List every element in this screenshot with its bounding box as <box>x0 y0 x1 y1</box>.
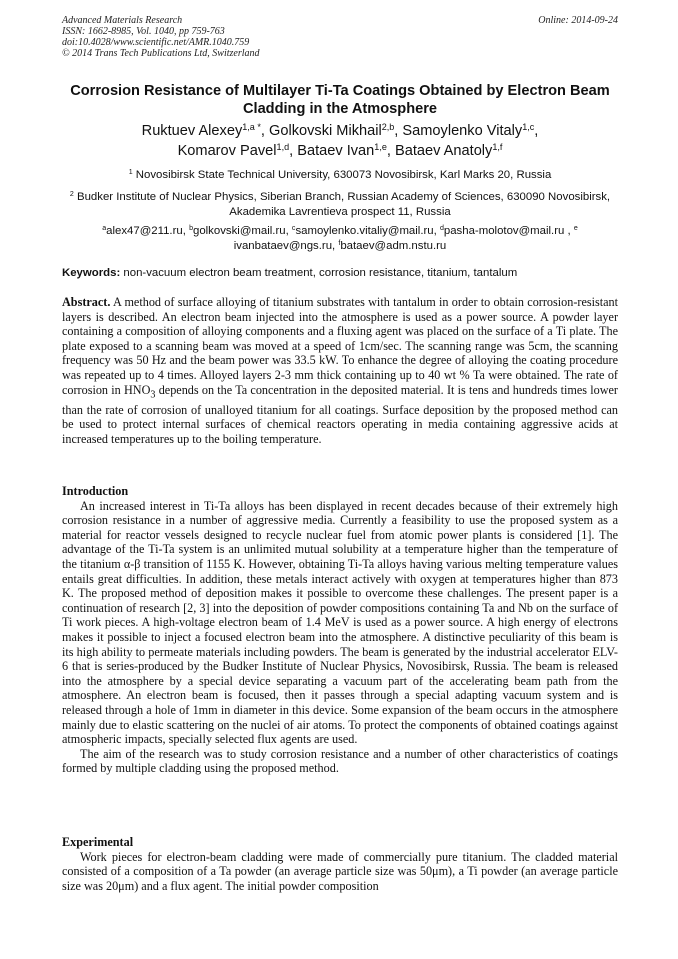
experimental-paragraph-1: Work pieces for electron-beam cladding were made of commercially pure titanium. The cladded material consisted of a composition of a Ta powder (an average particle size was 50μm), a Ti powder (an average particle size was 20μm) and a flux agent. The initial powder composition <box>62 849 618 893</box>
email-link[interactable]: ivanbataev@ngs.ru, <box>233 240 336 252</box>
author-list <box>62 121 618 161</box>
copyright-line: © 2014 Trans Tech Publications Ltd, Switzerland <box>62 48 260 59</box>
abstract-text-cont: depends on the Ta concentration in the deposited material. It is tens and hundreds times lower than the rate of corrosion of unalloyed titanium for all coatings. Surface deposition by the proposed method can be used to protect internal surfaces of chemical reactors operating in media containing aggressive acids at increased temperatures up to the boiling temperature. <box>62 382 618 446</box>
email-link[interactable]: samoylenko.vitaliy@mail.ru, <box>295 225 437 237</box>
section-heading: Experimental <box>62 835 134 849</box>
author-name: Komarov Pavel <box>177 143 277 159</box>
author-separator: , <box>289 143 298 159</box>
intro-paragraph-2: The aim of the research was to study corrosion resistance and a number of other characteristics of coatings formed by multiple cladding using the proposed method. <box>62 746 618 776</box>
email-mark: c <box>291 225 296 233</box>
affiliation-text: Budker Institute of Nuclear Physics, Siberian Branch, Russian Academy of Sciences, 630090 Novosibirsk, Akademika Lavrentieva prospect 11, Russia <box>77 191 611 218</box>
email-link[interactable]: bataev@adm.nstu.ru <box>340 240 447 252</box>
author-name: Samoylenko Vitaly <box>402 123 523 139</box>
author-separator: , <box>394 123 403 139</box>
author-name: Ruktuev Alexey <box>141 123 243 139</box>
journal-header <box>62 15 618 59</box>
keywords-text: non-vacuum electron beam treatment, corrosion resistance, titanium, tantalum <box>123 267 518 279</box>
author-affil-mark: 1,f <box>492 142 503 153</box>
email-list <box>62 224 618 254</box>
author-separator: , <box>534 123 539 139</box>
author-affil-mark: 2,b <box>381 122 395 133</box>
affiliation-text: Novosibirsk State Technical University, 630073 Novosibirsk, Karl Marks 20, Russia <box>135 169 552 181</box>
author-affil-mark: 1,c <box>522 122 535 133</box>
abstract-text: A method of surface alloying of titanium substrates with tantalum in order to obtain corrosion-resistant layers is described. An electron beam injected into the atmosphere is used as a power source. A powder layer containing a composition of alloying components and a fluxing agent was placed on the surface of a Ti plate. The plate exposed to a scanning beam was moved at a speed of 1cm/sec. The scanning range was 5cm, the scanning frequency was 50 Hz and the beam power was 33.5 kW. To enhance the degree of alloying the coating procedure was repeated up to 4 times. Alloyed layers 2-3 mm thick containing up to 40 wt % Ta were obtained. The rate of corrosion in HNO <box>62 295 619 397</box>
email-mark: e <box>573 225 578 233</box>
keywords <box>62 266 618 281</box>
email-mark: a <box>102 225 107 233</box>
keywords-label: Keywords: <box>62 267 121 279</box>
abstract-subscript: 3 <box>150 389 156 400</box>
author-name: Bataev Anatoly <box>394 143 493 159</box>
email-mark: d <box>439 225 444 233</box>
paper-title: Corrosion Resistance of Multilayer Ti-Ta Coatings Obtained by Electron Beam Cladding in the Atmosphere <box>70 83 610 117</box>
author-name: Golkovski Mikhail <box>268 123 382 139</box>
author-line <box>62 141 618 161</box>
abstract-paragraph <box>62 295 618 446</box>
journal-name: Advanced Materials Research <box>62 15 183 26</box>
author-affil-mark: 1,a * <box>242 122 261 133</box>
online-date: Online: 2014-09-24 <box>538 15 618 26</box>
email-mark: f <box>338 240 341 248</box>
affiliation-mark: 2 <box>69 191 74 199</box>
author-affil-mark: 1,d <box>276 142 290 153</box>
affiliation-1 <box>62 168 618 183</box>
introduction-section <box>62 484 618 776</box>
author-affil-mark: 1,e <box>374 142 387 153</box>
email-link[interactable]: pasha-molotov@mail.ru , <box>443 225 571 237</box>
intro-paragraph-1: An increased interest in Ti-Ta alloys has been displayed in recent decades because of their extremely high corrosion resistance in a number of aggressive media. Currently a feasibility to use the proposed system as a material for reactor vessels designed to recycle nuclear fuel from atomic power plants is considered [1]. The advantage of the Ti-Ta system is an unlimited mutual solubility at a temperature higher than the temperature of the titanium α-β transition of 1155 K. However, obtaining Ti-Ta alloys having various melting temperature values entails great difficulties. In addition, these metals interact actively with oxygen at temperatures higher than 873 K. The proposed method of deposition makes it possible to overcome these challenges. The present paper is a continuation of research [2, 3] into the deposition of powder compositions containing Ta and Nb on the surface of Ti work pieces. A high-voltage electron beam of 1.4 MeV is used as a power source. A high energy of electrons makes it possible to inject a focused electron beam into the atmosphere. A distinctive peculiarity of this beam is its high ability to permeate materials including powders. The beam is generated by the industrial accelerator ELV-6 that is series-produced by the Budker Institute of Nuclear Physics, Novosibirsk, Russia. The beam is released into the atmosphere by a special device separating a vacuum part of the accelerating beam path from the atmosphere. An electron beam is focused, then it passes through a special adapting vacuum system and is released through a hole of 1mm in diameter in this device. Some expansion of the beam occurs in the atmosphere mainly due to elastic scattering on the nuclei of air atoms. To protect the components of obtained coatings against atmospheric impacts, specially selected flux agents are used. <box>62 498 618 747</box>
author-line <box>62 121 618 141</box>
email-link[interactable]: alex47@211.ru, <box>106 225 186 237</box>
abstract <box>62 295 618 446</box>
author-name: Bataev Ivan <box>297 143 375 159</box>
affiliation-2 <box>62 190 618 220</box>
email-mark: b <box>189 225 193 233</box>
author-separator: , <box>386 143 395 159</box>
experimental-section <box>62 835 618 893</box>
email-link[interactable]: golkovski@mail.ru, <box>192 225 289 237</box>
section-heading: Introduction <box>62 484 129 498</box>
abstract-label: Abstract. <box>62 295 111 309</box>
issn-line: ISSN: 1662-8985, Vol. 1040, pp 759-763 <box>62 26 225 37</box>
doi-line: doi:10.4028/www.scientific.net/AMR.1040.759 <box>62 37 250 48</box>
affiliation-mark: 1 <box>128 169 133 177</box>
author-separator: , <box>260 123 269 139</box>
